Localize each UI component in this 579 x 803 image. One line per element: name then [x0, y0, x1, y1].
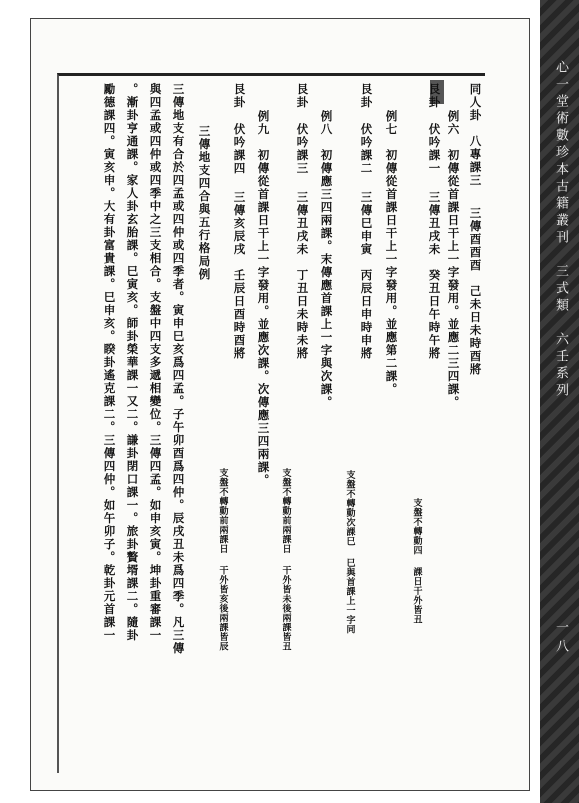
- text-segment: 支盤不轉動次課巳: [344, 470, 355, 546]
- text-segment: 三傳丑戌未 癸丑日午時午將: [427, 191, 442, 360]
- text-segment: 例六 初傳從首課日干上一字發用。並應二三四課。: [446, 110, 461, 409]
- text-block-border: [57, 73, 485, 773]
- text-segment: 三傳巳申寅 丙辰日申時申將: [359, 191, 374, 360]
- text-segment: 伏吟課四: [232, 123, 247, 175]
- text-segment: 伏吟課二: [359, 123, 374, 175]
- text-segment: 支盤不轉動四: [411, 498, 422, 555]
- text-segment: 課日干外皆丑: [411, 567, 422, 624]
- text-segment: 三傳亥辰戌 壬辰日酉時酉將: [232, 191, 247, 360]
- text-segment: 艮卦: [359, 83, 374, 109]
- text-column: [296, 83, 308, 360]
- text-segment: 伏吟課一: [427, 123, 442, 175]
- text-column: [126, 83, 138, 642]
- text-segment: 艮卦: [427, 83, 442, 109]
- text-column: [257, 110, 269, 487]
- text-segment: 三傳酉酉酉 己未日未時酉將: [468, 207, 483, 376]
- text-segment: 伏吟課三: [295, 123, 310, 175]
- text-column: [428, 83, 440, 360]
- text-segment: 支盤不轉動前兩課日: [217, 468, 228, 554]
- text-column: [385, 110, 397, 396]
- text-segment: 例七 初傳從首課日干上一字發用。並應第二課。: [384, 110, 399, 396]
- text-segment: 。漸卦亨通課。家人卦玄胎課。巳寅亥。師卦榮華課一又二。謙卦閉口課一。旅卦贅壻課二。隨卦: [125, 83, 140, 642]
- text-column: [360, 83, 372, 360]
- text-segment: 干外皆亥後兩課皆辰: [217, 565, 228, 651]
- text-segment: 例九 初傳從首課日干上一字發用。並應次課。次傳應三四兩課。: [256, 110, 271, 487]
- text-segment: 三傳地支四合與五行格局例: [197, 125, 212, 281]
- text-segment: 支盤不轉動前兩課日: [280, 468, 291, 554]
- text-column: [172, 83, 184, 655]
- text-column: [344, 470, 353, 634]
- text-segment: 同人卦 八專課三: [468, 83, 483, 187]
- text-column: [447, 110, 459, 409]
- text-segment: 三傳地支有合於四孟或四仲或四季者。寅申巳亥爲四孟。子午卯酉爲四仲。辰戌丑未爲四季。凡三傳: [171, 83, 186, 655]
- text-segment: 艮卦: [295, 83, 310, 109]
- text-segment: 與四孟或四仲或四季中之三支相合。支盤中四支多遞相變位。三傳四孟。如申亥寅。坤卦重審課一: [148, 83, 163, 642]
- text-segment: 三傳丑戌未 丁丑日未時未將: [295, 191, 310, 360]
- text-column: [411, 498, 420, 624]
- text-column: [217, 468, 226, 651]
- text-column: [149, 83, 161, 642]
- text-segment: 干外皆未後兩課皆丑: [280, 565, 291, 651]
- text-segment: 艮卦: [232, 83, 247, 109]
- text-column: [320, 110, 332, 409]
- text-segment: 例八 初傳應三四兩課。末傳應首課上一字與次課。: [319, 110, 334, 409]
- page-number: 一八: [553, 620, 568, 658]
- text-segment: 勵德課四。寅亥申。大有卦富貴課。巳申亥。睽卦遙克課二。三傳四仲。如午卯子。乾卦元首課一: [102, 83, 117, 642]
- text-column: [198, 125, 210, 281]
- text-column: [233, 83, 245, 360]
- text-segment: 巳與首課上一字同: [344, 558, 355, 634]
- series-title: 心一堂術數珍本古籍叢刊 三式類 六壬系列: [553, 60, 568, 400]
- text-column: [103, 83, 115, 642]
- text-column: [280, 468, 289, 651]
- text-column: [469, 83, 481, 376]
